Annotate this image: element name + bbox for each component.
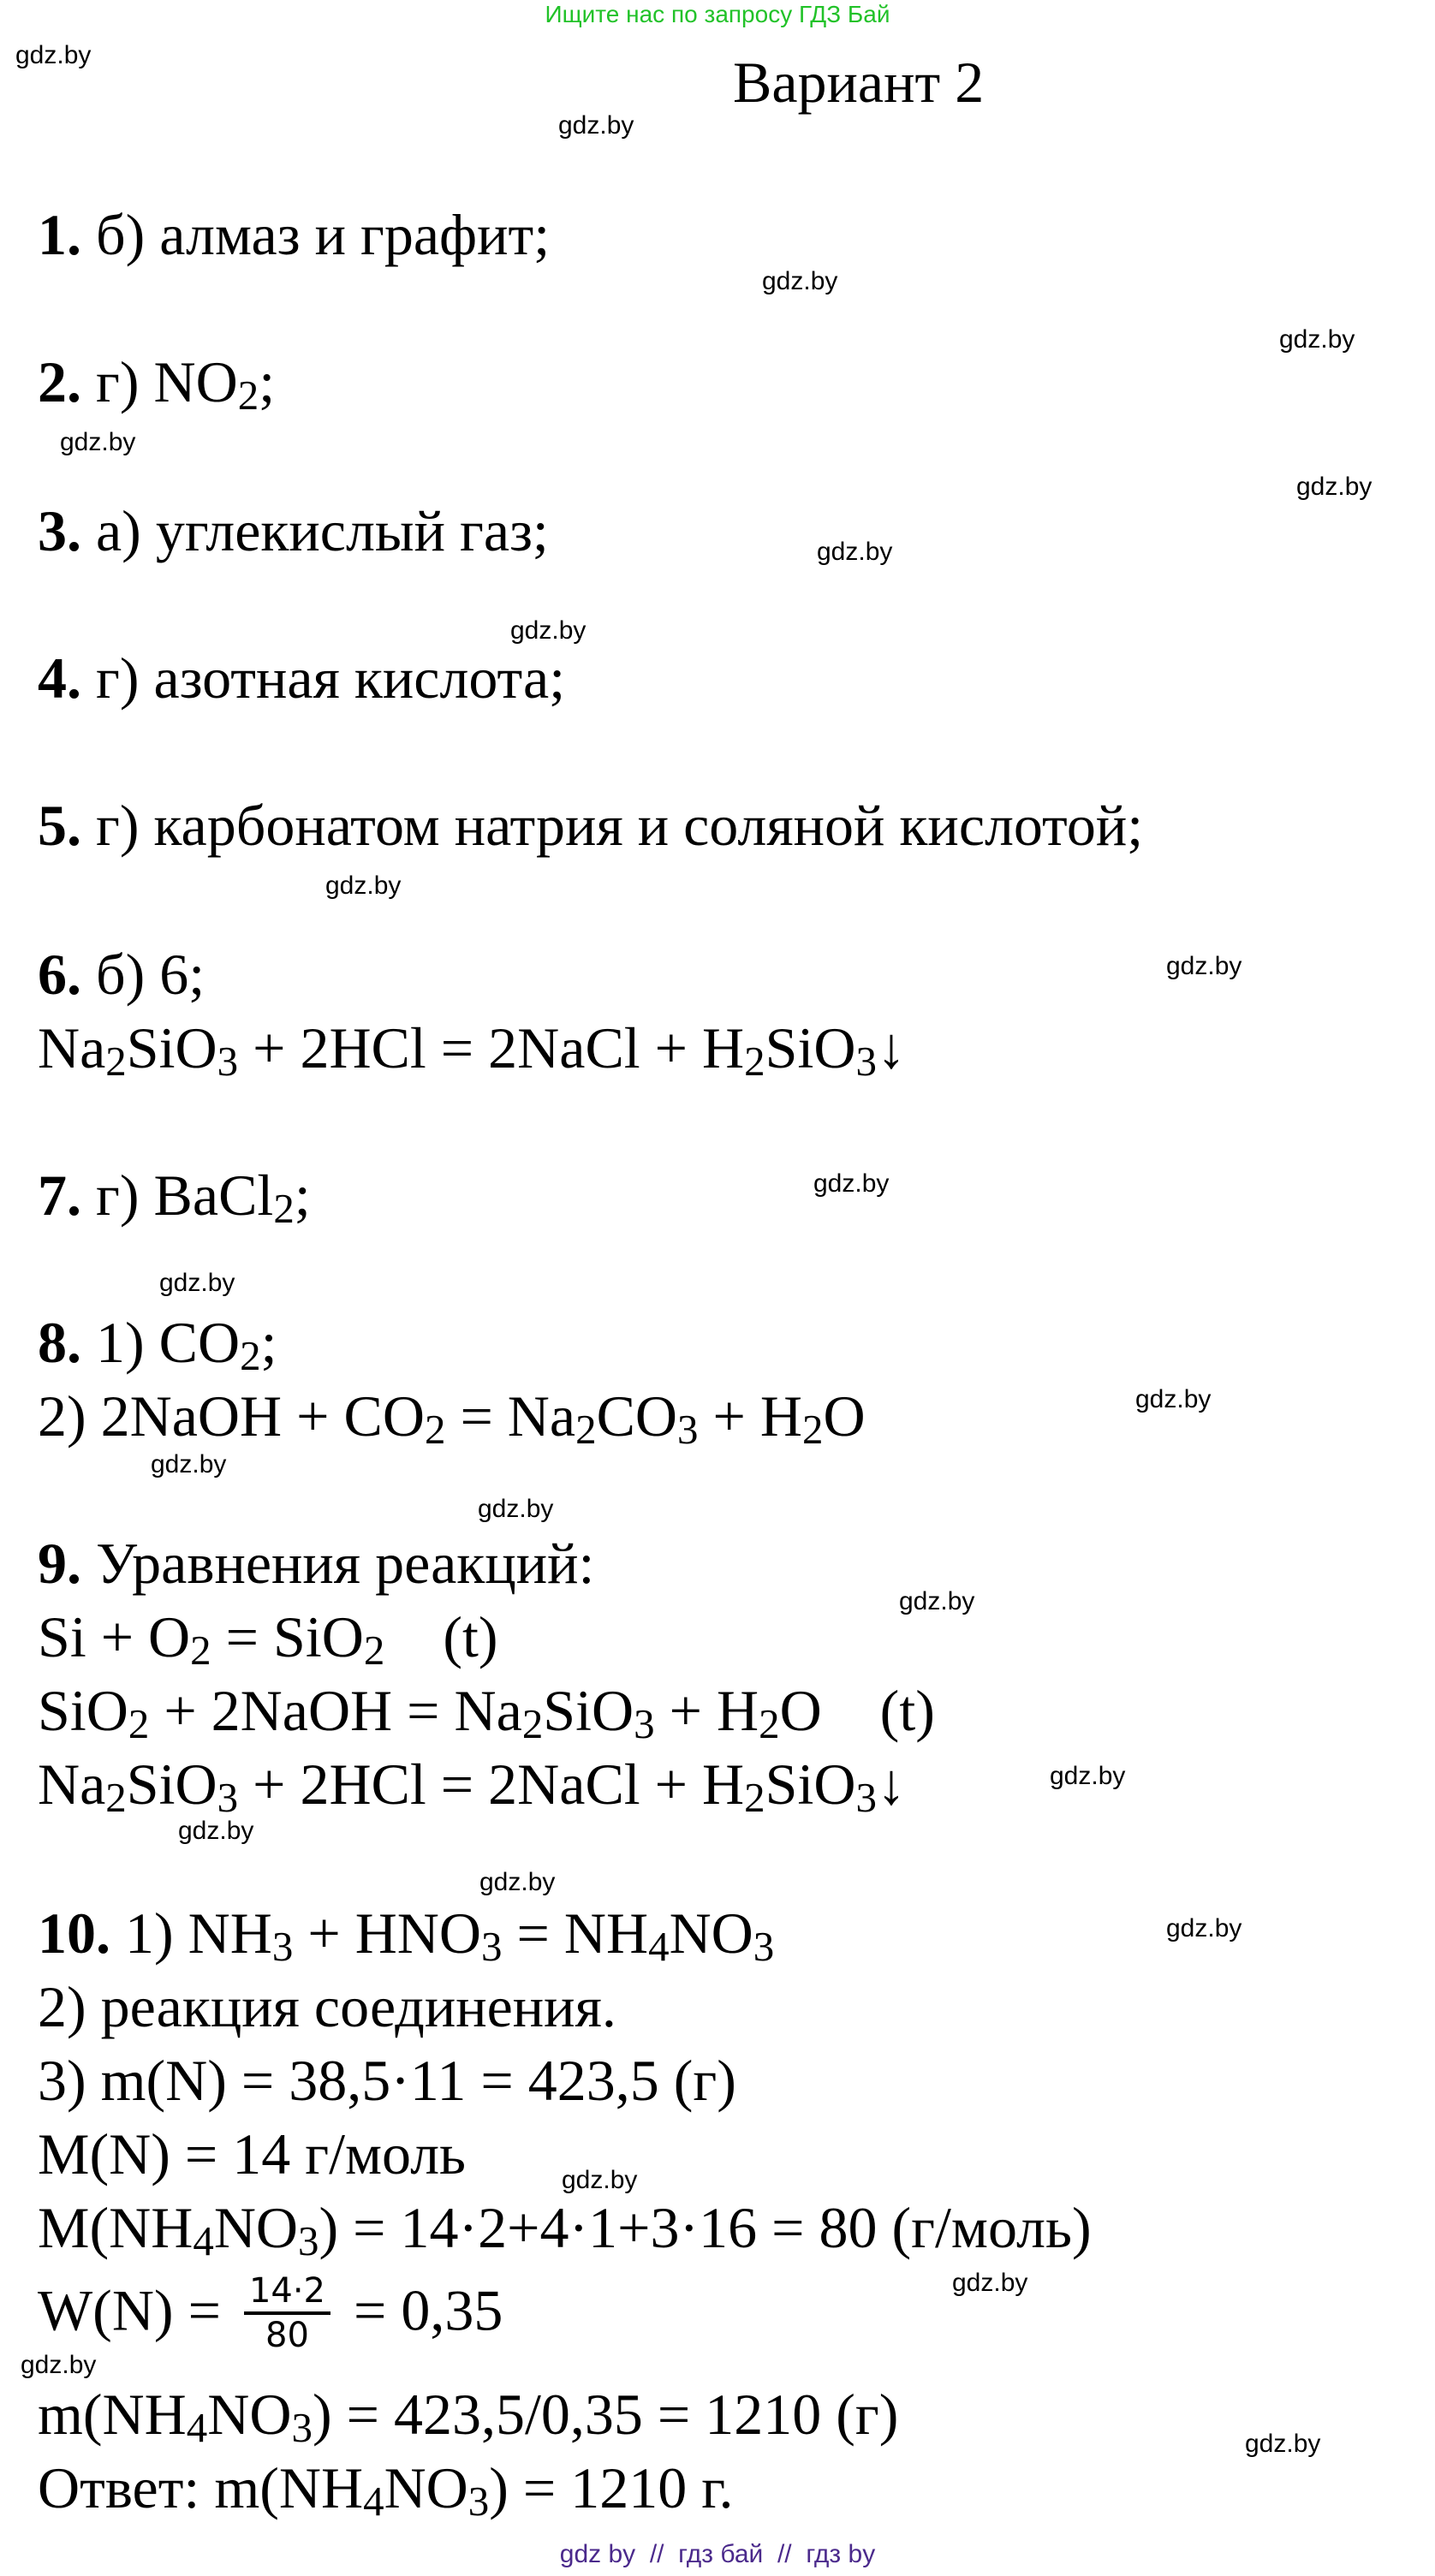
eq-part: ↓ <box>876 1015 906 1080</box>
subscript: 4 <box>186 2403 208 2451</box>
fraction <box>244 2270 330 2356</box>
eq-part: O <box>823 1383 866 1449</box>
eq-part: NO <box>669 1901 753 1966</box>
subscript: 3 <box>634 1699 655 1747</box>
nitrogen-mass: 3) m(N) = 38,5·11 = 423,5 (г) <box>38 2048 736 2113</box>
subscript: 2 <box>744 1773 765 1821</box>
subscript: 2 <box>363 1626 385 1674</box>
search-hint-link[interactable]: Ищите нас по запросу ГДЗ Бай <box>545 1 890 27</box>
watermark: gdz.by <box>151 1450 227 1478</box>
watermark: gdz.by <box>1296 473 1372 501</box>
eq-part: + H <box>654 1678 759 1743</box>
answer-9 <box>38 1529 594 1597</box>
subscript: 2 <box>190 1626 211 1674</box>
nitrogen-molar-mass: M(N) = 14 г/моль <box>38 2121 467 2186</box>
answer-4 <box>38 644 565 712</box>
nitrate-molar-mass <box>38 2193 1092 2262</box>
answer-8 <box>38 1308 277 1377</box>
eq-part: + 2HCl = 2NaCl + H <box>238 1752 745 1817</box>
eq-part: = 0,35 <box>339 2277 503 2343</box>
question-number: 5. <box>38 793 81 858</box>
mass-fraction <box>38 2271 503 2359</box>
answer-text: б) 6; <box>81 942 205 1007</box>
subscript: 2 <box>273 1184 295 1232</box>
subscript: 4 <box>648 1922 670 1970</box>
eq-part: + 2NaOH = Na <box>149 1678 522 1743</box>
eq-part: ) = 1210 г. <box>489 2455 734 2520</box>
watermark: gdz.by <box>762 267 838 295</box>
eq-part: CO <box>596 1383 678 1449</box>
subscript: 2 <box>802 1405 824 1453</box>
eq-part: + HNO <box>293 1901 482 1966</box>
reaction-type: 2) реакция соединения. <box>38 1974 616 2039</box>
subscript: 4 <box>193 2216 214 2264</box>
watermark: gdz.by <box>1166 952 1242 980</box>
subscript: 3 <box>855 1773 877 1821</box>
subscript: 2 <box>424 1405 446 1453</box>
subscript: 3 <box>291 2403 313 2451</box>
answer-text: 1) CO <box>81 1310 241 1375</box>
eq-part: SiO <box>126 1015 217 1080</box>
watermark: gdz.by <box>21 2351 97 2379</box>
answer-2 <box>38 348 276 419</box>
eq-part: ) = 423,5/0,35 = 1210 (г) <box>312 2382 899 2447</box>
watermark: gdz.by <box>558 111 634 140</box>
question-number: 9. <box>38 1531 81 1596</box>
eq-part: = Na <box>445 1383 576 1449</box>
question-number: 4. <box>38 645 81 711</box>
page-title: Вариант 2 <box>733 50 985 115</box>
eq-part: SiO <box>543 1678 634 1743</box>
subscript: 2 <box>237 371 259 419</box>
eq-part: SiO <box>38 1678 128 1743</box>
watermark: gdz.by <box>178 1817 254 1845</box>
watermark: gdz.by <box>60 428 136 456</box>
subscript: 2 <box>240 1331 261 1379</box>
question-number: 3. <box>38 498 81 563</box>
fraction-denominator: 80 <box>265 2316 309 2355</box>
question-number: 7. <box>38 1163 81 1228</box>
eq-part: NO <box>207 2382 292 2447</box>
watermark: gdz.by <box>325 872 402 900</box>
question-number: 2. <box>38 349 81 414</box>
subscript: 3 <box>467 2477 490 2525</box>
subscript: 3 <box>271 1922 294 1970</box>
subscript: 4 <box>363 2477 384 2525</box>
answer-7 <box>38 1161 311 1232</box>
eq-part: SiO <box>765 1752 856 1817</box>
subscript: 3 <box>677 1405 699 1453</box>
answer-10 <box>38 1899 775 1970</box>
subscript: 2 <box>521 1699 544 1747</box>
eq-part: ↓ <box>876 1752 906 1817</box>
watermark: gdz.by <box>952 2269 1028 2297</box>
nitrate-mass <box>38 2380 899 2451</box>
eq-part: + 2HCl = 2NaCl + H <box>238 1015 745 1080</box>
eq-part: = NH <box>502 1901 649 1966</box>
watermark: gdz.by <box>562 2166 638 2194</box>
eq-part: = SiO <box>211 1604 364 1669</box>
subscript: 3 <box>298 2216 319 2264</box>
reaction-1 <box>38 1603 498 1674</box>
subscript: 2 <box>744 1037 765 1085</box>
eq-part: W(N) = <box>38 2277 235 2343</box>
answer-text: ; <box>260 1310 277 1375</box>
subscript: 2 <box>575 1405 597 1453</box>
reaction-3 <box>38 1750 906 1821</box>
eq-part: M(NH <box>38 2195 194 2260</box>
watermark: gdz.by <box>817 538 893 566</box>
eq-part: SiO <box>126 1752 217 1817</box>
answer-text: б) алмаз и графит; <box>81 202 551 267</box>
eq-part: 2) 2NaOH + CO <box>38 1383 425 1449</box>
subscript: 3 <box>753 1922 775 1970</box>
subscript: 3 <box>855 1037 877 1085</box>
equation-8 <box>38 1382 866 1453</box>
watermark: gdz.by <box>1050 1762 1126 1790</box>
watermark: gdz.by <box>478 1495 554 1523</box>
eq-part: ) = 14·2+4·1+3·16 = 80 (г/моль) <box>319 2195 1092 2260</box>
subscript: 2 <box>105 1773 127 1821</box>
reaction-2 <box>38 1676 935 1745</box>
eq-part: 1) NH <box>110 1901 272 1966</box>
answer-text: а) углекислый газ; <box>81 498 549 563</box>
watermark: gdz.by <box>1135 1385 1212 1413</box>
answer-text: г) азотная кислота; <box>81 645 566 711</box>
question-number: 8. <box>38 1310 81 1375</box>
answer-text: г) карбонатом натрия и соляной кислотой; <box>81 793 1144 858</box>
eq-part: Si + O <box>38 1604 191 1669</box>
watermark: gdz.by <box>159 1269 235 1297</box>
subscript: 3 <box>217 1773 239 1821</box>
eq-part: + H <box>698 1383 802 1449</box>
answer-6 <box>38 940 205 1008</box>
subscript: 3 <box>481 1922 503 1970</box>
answer-text: ; <box>259 349 276 414</box>
watermark: gdz.by <box>479 1868 556 1896</box>
fraction-numerator: 14·2 <box>244 2270 330 2315</box>
watermark: gdz.by <box>1245 2430 1321 2458</box>
watermark: gdz.by <box>899 1587 975 1615</box>
watermark: gdz.by <box>1166 1914 1242 1942</box>
answer-text: ; <box>294 1163 311 1228</box>
eq-part: Na <box>38 1015 106 1080</box>
answer-text: Уравнения реакций: <box>81 1531 595 1596</box>
eq-part: SiO <box>765 1015 856 1080</box>
eq-part: (t) <box>384 1604 498 1669</box>
answer-5 <box>38 791 1143 860</box>
watermark: gdz.by <box>1279 325 1355 354</box>
eq-part: Na <box>38 1752 106 1817</box>
answer-text: г) NO <box>81 349 238 414</box>
answer-text: г) BaCl <box>81 1163 274 1228</box>
watermark: gdz.by <box>15 41 92 69</box>
final-answer <box>38 2454 734 2525</box>
question-number: 1. <box>38 202 81 267</box>
eq-part: NO <box>213 2195 299 2260</box>
subscript: 2 <box>759 1699 780 1747</box>
watermark: gdz.by <box>510 616 587 645</box>
question-number: 6. <box>38 942 81 1007</box>
footer-links[interactable]: gdz by // гдз бай // гдз by <box>559 2540 876 2568</box>
eq-part: O (t) <box>779 1678 935 1743</box>
subscript: 2 <box>105 1037 127 1085</box>
eq-part: Ответ: m(NH <box>38 2455 364 2520</box>
answer-3 <box>38 497 549 565</box>
equation-6 <box>38 1014 906 1085</box>
subscript: 3 <box>217 1037 239 1085</box>
eq-part: m(NH <box>38 2382 187 2447</box>
subscript: 2 <box>128 1699 150 1747</box>
answer-1 <box>38 200 550 269</box>
question-number: 10. <box>38 1901 110 1966</box>
eq-part: NO <box>384 2455 468 2520</box>
watermark: gdz.by <box>813 1169 890 1198</box>
